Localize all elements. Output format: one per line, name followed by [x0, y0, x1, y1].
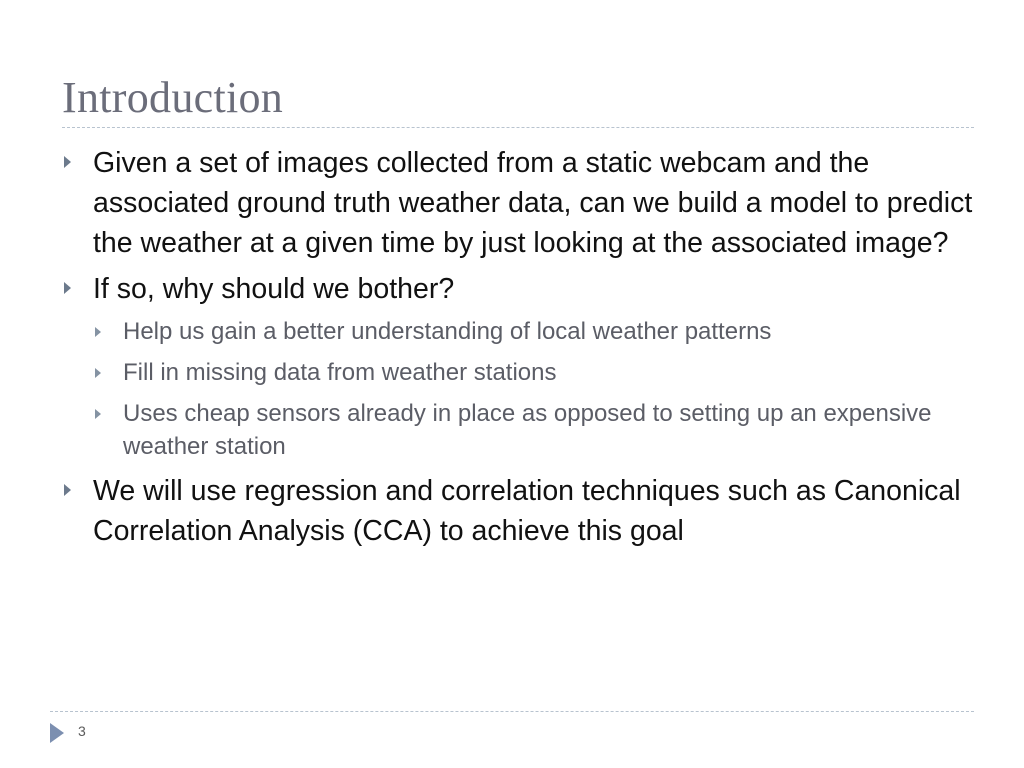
footer-divider — [50, 711, 974, 712]
sub-bullet-arrow-icon — [95, 327, 101, 337]
title-divider — [62, 127, 974, 128]
sub-bullet-item — [62, 397, 982, 463]
bullet-text: Given a set of images collected from a static webcam and the associated ground truth weather data, can we build a model to predict the weather at a given time by just looking at the associated image? — [93, 147, 973, 259]
bullet-item — [62, 269, 982, 309]
page-number: 3 — [78, 723, 86, 739]
sub-bullet-list — [62, 315, 982, 463]
bullet-arrow-icon — [64, 484, 71, 496]
bullet-arrow-icon — [64, 282, 71, 294]
sub-bullet-text: Uses cheap sensors already in place as opposed to setting up an expensive weather station — [123, 400, 932, 460]
sub-bullet-text: Fill in missing data from weather stations — [123, 359, 557, 386]
sub-bullet-arrow-icon — [95, 368, 101, 378]
bullet-arrow-icon — [64, 156, 71, 168]
sub-bullet-text: Help us gain a better understanding of local weather patterns — [123, 318, 772, 345]
bullet-text: We will use regression and correlation techniques such as Canonical Correlation Analysis (CCA) to achieve this goal — [93, 475, 961, 547]
slide-body — [62, 143, 982, 557]
bullet-item — [62, 143, 982, 263]
footer-arrow-icon — [50, 723, 64, 743]
sub-bullet-item — [62, 356, 982, 389]
sub-bullet-item — [62, 315, 982, 348]
slide-title: Introduction — [62, 73, 284, 122]
bullet-item — [62, 471, 982, 551]
bullet-text: If so, why should we bother? — [93, 273, 455, 305]
sub-bullet-arrow-icon — [95, 409, 101, 419]
